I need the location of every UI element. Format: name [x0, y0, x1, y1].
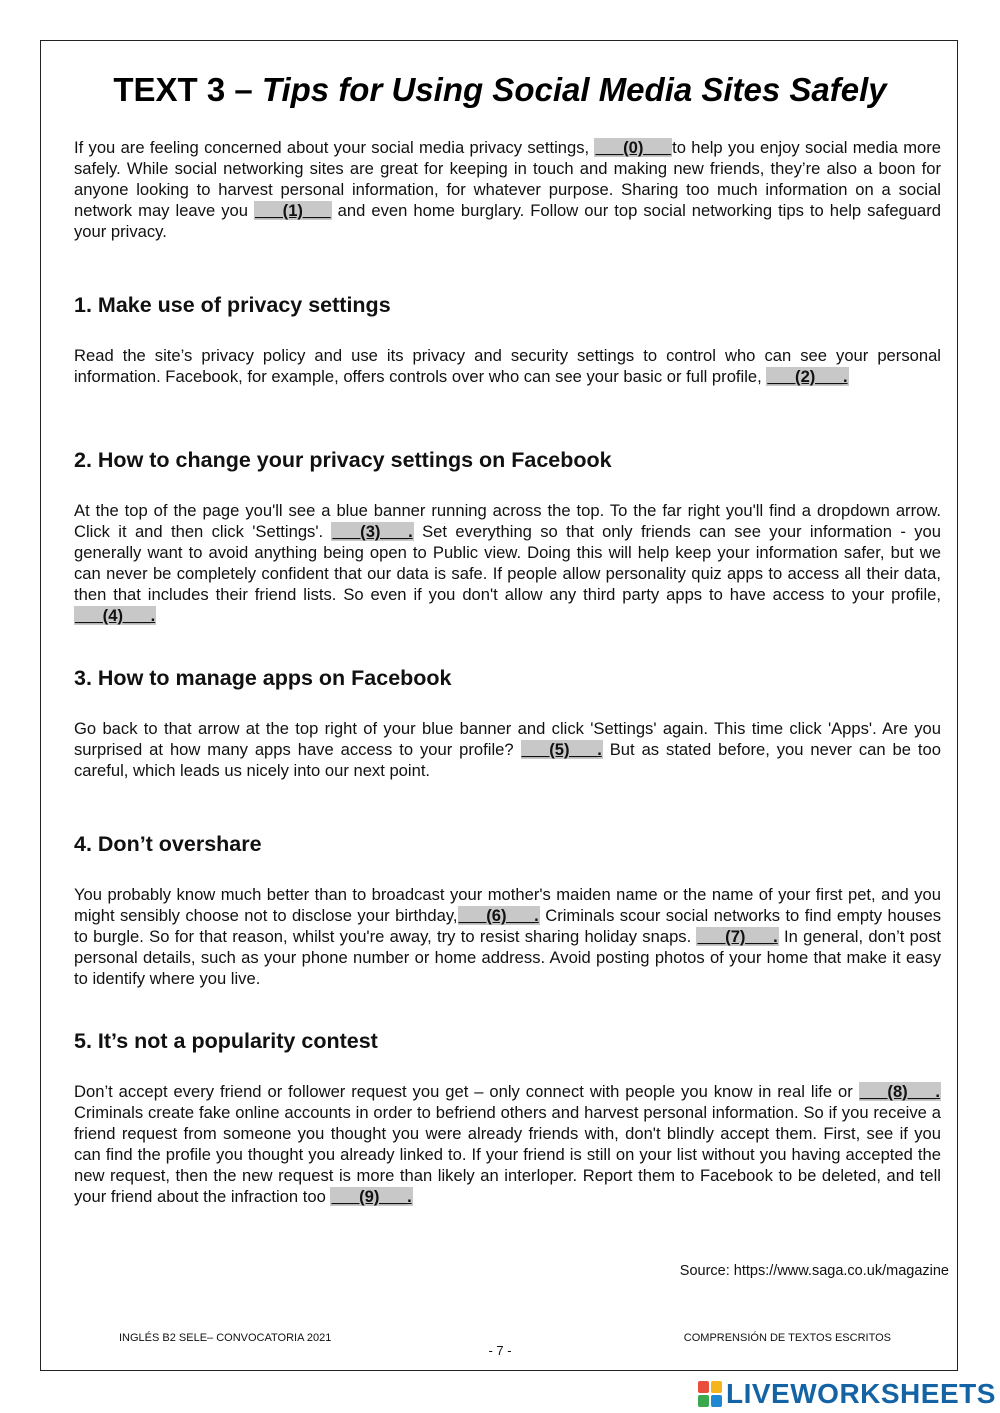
section-3-text-1: Go back to that arrow at the top right of your blue banner and click 'Settings' again. This time click 'Apps'. Are you surprised at how many apps have access to your profile?	[74, 719, 941, 759]
title-prefix: TEXT 3 –	[113, 71, 262, 108]
section-5-text-2: Criminals create fake online accounts in order to befriend others and harvest personal information. So if you receive a friend request from someone you thought you were already friends with, don't blindly accept them. First, see if you can find the profile you thought you already linked to. If your friend is still on your list without you having accepted the new request, then the new request is more than likely an interloper. Report them to Facebook to be deleted, and tell your friend about the infraction too	[74, 1103, 941, 1206]
section-3-text-2: But as stated before, you never can be too careful, which leads us nicely into our next point.	[74, 740, 942, 780]
intro-paragraph	[74, 137, 941, 242]
liveworksheets-logo	[698, 1377, 998, 1411]
section-2-paragraph	[74, 500, 941, 626]
liveworksheets-icon	[698, 1381, 722, 1407]
brand-name: LIVEWORKSHEETS	[726, 1378, 996, 1409]
gap-1[interactable]: ___(1)___	[254, 201, 331, 220]
section-5-text-1: Don’t accept every friend or follower request you get – only connect with people you know in real life or	[74, 1082, 859, 1101]
section-4-text-2: Criminals scour social networks to find empty houses to burgle. So for that reason, whilst you're away, try to resist sharing holiday snaps.	[74, 906, 941, 946]
gap-7[interactable]: ___(7)___.	[697, 927, 778, 946]
section-2-text-2: Set everything so that only friends can see your information - you generally want to avoid anything being open to Public view. Doing this will help keep your information safer, but we can never be completely confident that our data is safe. If people allow personality quiz apps to access all their data, then that includes their friend lists. So even if you don't allow any third party apps to have access to your profile,	[74, 522, 941, 604]
footer-left: INGLÉS B2 SELE– CONVOCATORIA 2021	[119, 1332, 332, 1344]
title-main: Tips for Using Social Media Sites Safely	[261, 71, 887, 108]
gap-9[interactable]: ___(9)___.	[331, 1187, 412, 1206]
page-number: - 7 -	[488, 1343, 512, 1358]
worksheet-page	[40, 40, 958, 1371]
gap-3[interactable]: ___(3)___.	[332, 522, 413, 541]
gap-8[interactable]: ___(8)___.	[859, 1082, 940, 1101]
section-4-paragraph	[74, 884, 941, 989]
section-1-heading: 1. Make use of privacy settings	[74, 293, 391, 317]
section-4-text-3: In general, don’t post personal details, such as your phone number or home address. Avoid posting photos of your home that make it easy to identify where you live.	[74, 927, 941, 988]
source-citation: Source: https://www.saga.co.uk/magazine	[679, 1263, 949, 1279]
section-2-text-1: At the top of the page you'll see a blue banner running across the top. To the far right you'll find a dropdown arrow. Click it and then click 'Settings'.	[74, 501, 941, 541]
section-1-text: Read the site’s privacy policy and use its privacy and security settings to control who can see your personal information. Facebook, for example, offers controls over who can see your basic or full profile,	[74, 346, 941, 386]
section-5-heading: 5. It’s not a popularity contest	[74, 1029, 378, 1053]
section-3-heading: 3. How to manage apps on Facebook	[74, 666, 452, 690]
section-3-paragraph	[74, 718, 941, 781]
intro-text-3: and even home burglary. Follow our top social networking tips to help safeguard your privacy.	[74, 201, 941, 241]
section-4-heading: 4. Don’t overshare	[74, 832, 262, 856]
intro-text-2: to help you enjoy social media more safely. While social networking sites are great for keeping in touch and making new friends, they’re also a boon for anyone looking to harvest personal information, for whatever purpose. Sharing too much information on a social network may leave you	[74, 138, 941, 220]
page-title	[41, 71, 959, 109]
gap-2[interactable]: ___(2)___.	[767, 367, 848, 386]
gap-0[interactable]: ___(0)___	[595, 138, 672, 157]
gap-5[interactable]: ___(5)___.	[521, 740, 602, 759]
gap-4[interactable]: ___(4)___.	[75, 606, 156, 625]
footer-right: COMPRENSIÓN DE TEXTOS ESCRITOS	[683, 1332, 891, 1344]
section-5-paragraph	[74, 1081, 941, 1207]
gap-6[interactable]: ___(6)___.	[458, 906, 539, 925]
section-1-paragraph	[74, 345, 941, 387]
section-4-text-1: You probably know much better than to broadcast your mother's maiden name or the name of your first pet, and you might sensibly choose not to disclose your birthday,	[74, 885, 941, 925]
intro-text-1: If you are feeling concerned about your social media privacy settings,	[74, 138, 595, 157]
section-2-heading: 2. How to change your privacy settings on Facebook	[74, 448, 612, 472]
